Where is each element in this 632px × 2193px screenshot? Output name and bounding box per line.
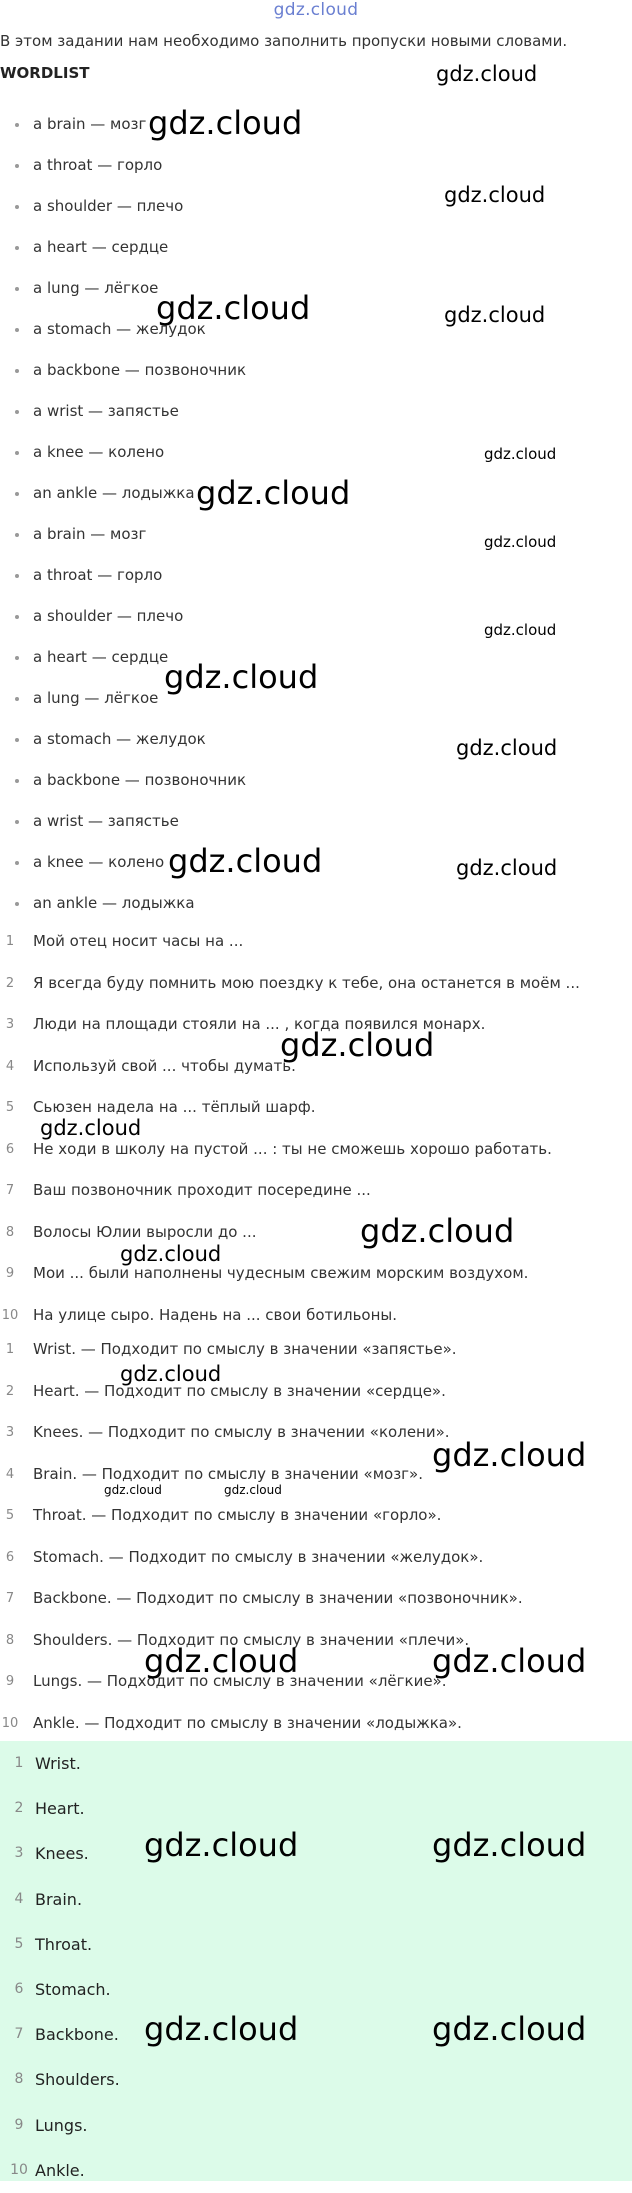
explanation-text: Heart. — Подходит по смыслу в значении «сердце».	[33, 1381, 446, 1400]
explanation-item	[0, 1661, 632, 1703]
answers-box	[0, 1741, 632, 2181]
sentence-item	[0, 963, 632, 1005]
wordlist-title: WORDLIST	[0, 64, 90, 82]
watermark: gdz.cloud	[196, 474, 351, 512]
watermark: gdz.cloud	[432, 1642, 587, 1680]
item-number: 7	[5, 1591, 15, 1606]
explanation-text: Ankle. — Подходит по смыслу в значении «лодыжка».	[33, 1713, 462, 1732]
item-number: 4	[5, 1466, 15, 1482]
sentence-item	[0, 921, 632, 963]
sentence-text: Не ходи в школу на пустой ... : ты не сможешь хорошо работать.	[33, 1139, 552, 1158]
watermark: gdz.cloud	[144, 2010, 299, 2048]
sentence-text: Мой отец носит часы на ...	[33, 932, 244, 950]
answer-item	[0, 2057, 632, 2102]
explanation-item	[0, 1537, 632, 1579]
wordlist	[0, 104, 632, 924]
explanation-item	[0, 1454, 632, 1496]
wordlist-item: a knee — колено	[0, 432, 632, 473]
explanation-text: Stomach. — Подходит по смыслу в значении «желудок».	[33, 1547, 484, 1566]
item-number: 5	[14, 1935, 24, 1952]
item-number: 2	[5, 1383, 15, 1399]
wordlist-item: a brain — мозг	[0, 104, 632, 145]
item-number: 3	[5, 1017, 15, 1032]
answer-text: Knees.	[35, 1844, 89, 1864]
item-number: 9	[5, 1674, 15, 1689]
wordlist-item: a stomach — желудок	[0, 309, 632, 350]
explanation-item	[0, 1495, 632, 1537]
watermark: gdz.cloud	[148, 104, 303, 142]
item-number: 2	[5, 975, 15, 991]
wordlist-item: a backbone — позвоночник	[0, 760, 632, 801]
sentence-text: Волосы Юлии выросли до ...	[33, 1222, 257, 1241]
watermark: gdz.cloud	[444, 183, 546, 207]
answer-item	[0, 2012, 632, 2057]
explanation-item	[0, 1620, 632, 1662]
item-number: 7	[5, 1183, 15, 1198]
answer-text: Brain.	[35, 1889, 83, 1909]
item-number: 7	[14, 2026, 24, 2043]
wordlist-item: a throat — горло	[0, 555, 632, 596]
explanation-item	[0, 1703, 632, 1745]
sentence-item	[0, 1046, 632, 1088]
item-number: 10	[1, 1307, 19, 1323]
watermark: gdz.cloud	[456, 736, 558, 760]
item-number: 1	[14, 1755, 24, 1771]
wordlist-item: an ankle — лодыжка	[0, 883, 632, 924]
watermark: gdz.cloud	[40, 1116, 142, 1140]
wordlist-item: a heart — сердце	[0, 227, 632, 268]
answer-item	[0, 2103, 632, 2148]
item-number: 1	[5, 1342, 15, 1357]
explanation-text: Wrist. — Подходит по смыслу в значении «запястье».	[33, 1340, 457, 1358]
explanation-item	[0, 1329, 632, 1371]
item-number: 3	[14, 1845, 24, 1862]
sentence-text: Сьюзен надела на ... тёплый шарф.	[33, 1098, 316, 1116]
sentence-item	[0, 1004, 632, 1046]
item-number: 10	[1, 1715, 19, 1731]
watermark: gdz.cloud	[484, 533, 557, 551]
sentence-text: Мои ... были наполнены чудесным свежим морским воздухом.	[33, 1264, 529, 1282]
item-number: 1	[5, 934, 15, 949]
explanation-text: Brain. — Подходит по смыслу в значении «мозг».	[33, 1464, 423, 1483]
answer-item	[0, 2148, 632, 2193]
explanation-text: Throat. — Подходит по смыслу в значении «горло».	[33, 1506, 442, 1524]
watermark: gdz.cloud	[360, 1212, 515, 1250]
answer-text: Ankle.	[35, 2160, 85, 2180]
intro-text: В этом задании нам необходимо заполнить пропуски новыми словами.	[0, 32, 568, 50]
wordlist-item: a knee — колено	[0, 842, 632, 883]
watermark: gdz.cloud	[432, 1826, 587, 1864]
watermark: gdz.cloud	[456, 856, 558, 880]
explanation-item	[0, 1578, 632, 1620]
sentence-text: На улице сыро. Надень на ... свои ботильоны.	[33, 1305, 398, 1324]
explanation-text: Shoulders. — Подходит по смыслу в значении «плечи».	[33, 1630, 470, 1649]
explanation-item	[0, 1371, 632, 1413]
sentence-text: Люди на площади стояли на ... , когда появился монарх.	[33, 1015, 486, 1033]
explanation-item	[0, 1412, 632, 1454]
answer-list	[0, 1741, 632, 2193]
sentence-item	[0, 1087, 632, 1129]
watermark: gdz.cloud	[432, 2010, 587, 2048]
item-number: 5	[5, 1508, 15, 1523]
watermark: gdz.cloud	[168, 842, 323, 880]
wordlist-item: an ankle — лодыжка	[0, 473, 632, 514]
explanation-list	[0, 1329, 632, 1744]
watermark: gdz.cloud	[484, 621, 557, 639]
watermark: gdz.cloud	[432, 1436, 587, 1474]
item-number: 4	[5, 1058, 15, 1074]
wordlist-item: a wrist — запястье	[0, 801, 632, 842]
answer-item	[0, 1831, 632, 1876]
explanation-text: Lungs. — Подходит по смыслу в значении «лёгкие».	[33, 1672, 447, 1690]
wordlist-item: a stomach — желудок	[0, 719, 632, 760]
site-logo[interactable]: gdz.cloud	[273, 0, 359, 20]
watermark: gdz.cloud	[280, 1026, 435, 1064]
watermark: gdz.cloud	[484, 445, 557, 463]
item-number: 8	[14, 2071, 24, 2088]
answer-item	[0, 1786, 632, 1831]
wordlist-item: a heart — сердце	[0, 637, 632, 678]
watermark: gdz.cloud	[120, 1242, 222, 1266]
sentence-text: Я всегда буду помнить мою поездку к тебе, она останется в моём ...	[33, 973, 580, 992]
item-number: 9	[5, 1266, 15, 1281]
answer-text: Shoulders.	[35, 2070, 120, 2090]
item-number: 6	[14, 1980, 24, 1997]
item-number: 8	[5, 1224, 15, 1240]
answer-text: Backbone.	[35, 2025, 119, 2045]
sentence-item	[0, 1212, 632, 1254]
wordlist-item: a lung — лёгкое	[0, 268, 632, 309]
sentence-item	[0, 1253, 632, 1295]
answer-text: Heart.	[35, 1799, 85, 1819]
wordlist-item: a brain — мозг	[0, 514, 632, 555]
answer-text: Lungs.	[35, 2115, 88, 2135]
watermark: gdz.cloud	[144, 1826, 299, 1864]
item-number: 6	[5, 1141, 15, 1157]
item-number: 3	[5, 1425, 15, 1440]
answer-item	[0, 1922, 632, 1967]
answer-text: Throat.	[35, 1934, 93, 1954]
watermark: gdz.cloud	[144, 1642, 299, 1680]
watermark: gdz.cloud	[224, 1483, 282, 1497]
item-number: 5	[5, 1100, 15, 1115]
wordlist-item: a lung — лёгкое	[0, 678, 632, 719]
watermark: gdz.cloud	[104, 1483, 162, 1497]
explanation-text: Backbone. — Подходит по смыслу в значении «позвоночник».	[33, 1589, 523, 1607]
sentence-text: Используй свой ... чтобы думать.	[33, 1056, 296, 1075]
item-number: 9	[14, 2116, 24, 2133]
explanation-text: Knees. — Подходит по смыслу в значении «колени».	[33, 1423, 450, 1441]
sentence-item	[0, 1170, 632, 1212]
answer-text: Stomach.	[35, 1979, 111, 1999]
wordlist-item: a wrist — запястье	[0, 391, 632, 432]
watermark: gdz.cloud	[444, 303, 546, 327]
item-number: 8	[5, 1632, 15, 1648]
item-number: 2	[14, 1800, 24, 1817]
wordlist-item: a throat — горло	[0, 145, 632, 186]
answer-item	[0, 1877, 632, 1922]
sentence-list	[0, 921, 632, 1336]
item-number: 6	[5, 1549, 15, 1565]
watermark: gdz.cloud	[164, 658, 319, 696]
sentence-text: Ваш позвоночник проходит посередине ...	[33, 1181, 371, 1199]
watermark: gdz.cloud	[120, 1362, 222, 1386]
item-number: 4	[14, 1890, 24, 1907]
wordlist-item: a backbone — позвоночник	[0, 350, 632, 391]
answer-item	[0, 1741, 632, 1786]
watermark: gdz.cloud	[436, 62, 538, 86]
sentence-item	[0, 1129, 632, 1171]
item-number: 10	[10, 2161, 28, 2178]
watermark: gdz.cloud	[156, 289, 311, 327]
wordlist-item: a shoulder — плечо	[0, 596, 632, 637]
answer-item	[0, 1967, 632, 2012]
answer-text: Wrist.	[35, 1754, 81, 1773]
wordlist-item: a shoulder — плечо	[0, 186, 632, 227]
